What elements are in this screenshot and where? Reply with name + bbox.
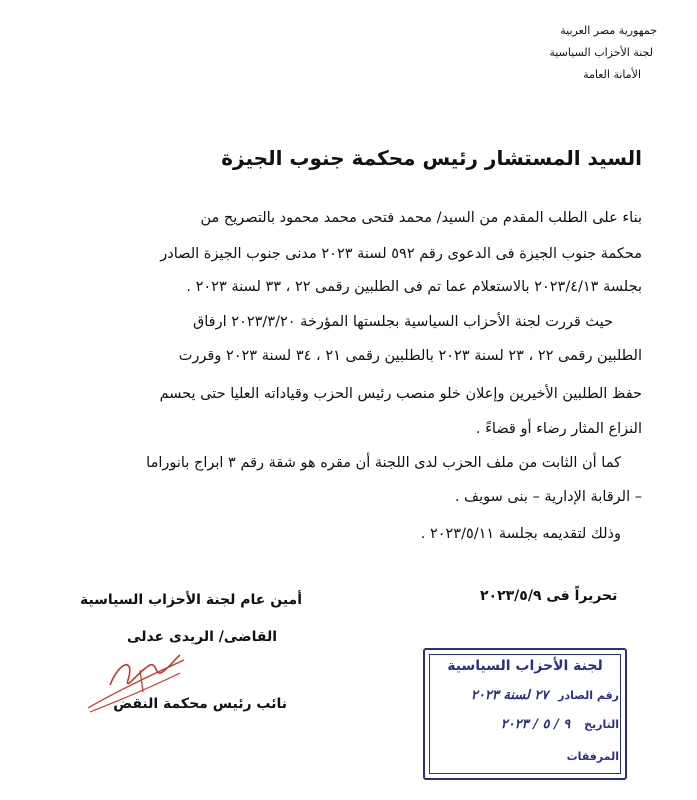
body-line: – الرقابة الإدارية – بنى سويف . [454,489,642,505]
stamp-date-label: التاريخ [584,718,619,731]
body-line: بجلسة ٢٠٢٣/٤/١٣ بالاستعلام عما تم فى الطلبين رقمى ٢٢ ، ٣٣ لسنة ٢٠٢٣ . [186,279,642,295]
body-line: حفظ الطلبين الأخيرين وإعلان خلو منصب رئيس الحزب وقياداته العليا حتى يحسم [159,386,642,402]
stamp-date-value: ٩ / ٥ / ٢٠٢٣ [500,717,571,732]
stamp-outgoing-label: رقم الصادر [558,689,619,702]
stamp-attachments-label: المرفقات [566,750,619,763]
signatory-title: أمين عام لجنة الأحزاب السياسية [79,592,302,608]
issue-date: تحريراً فى ٢٠٢٣/٥/٩ [480,588,618,604]
body-line: وذلك لتقديمه بجلسة ٢٠٢٣/٥/١١ . [420,526,621,542]
body-line: النزاع المثار رضاء أو قضاءً . [475,421,642,437]
stamp-date-row [433,717,619,732]
body-line: الطلبين رقمى ٢٢ ، ٢٣ لسنة ٢٠٢٣ بالطلبين رقمى ٢١ ، ٣٤ لسنة ٢٠٢٣ وقررت [178,348,642,364]
body-line: بناء على الطلب المقدم من السيد/ محمد فتحى محمد محمود بالتصريح من [200,210,642,226]
letterhead [397,20,657,86]
body-line: كما أن الثابت من ملف الحزب لدى اللجنة أن مقره هو شقة رقم ٣ ابراج بانوراما [146,455,621,471]
stamp-attachments-row [433,750,619,763]
stamp-title: لجنة الأحزاب السياسية [447,658,603,674]
letterhead-country: جمهورية مصر العربية [560,24,657,37]
letterhead-secretariat: الأمانة العامة [583,68,641,81]
handwritten-signature [80,640,190,720]
signatory-position: نائب رئيس محكمة النقض [113,696,287,712]
body-line: حيث قررت لجنة الأحزاب السياسية بجلستها المؤرخة ٢٠٢٣/٣/٢٠ ارفاق [193,314,613,330]
page-title: السيد المستشار رئيس محكمة جنوب الجيزة [221,146,642,170]
stamp-outgoing-row [433,688,619,703]
signatory-name: القاضى/ الريدى عدلى [127,629,277,645]
committee-stamp [423,648,627,780]
body-line: محكمة جنوب الجيزة فى الدعوى رقم ٥٩٢ لسنة ٢٠٢٣ مدنى جنوب الجيزة الصادر [160,246,642,262]
stamp-outgoing-value: ٢٧ لسنة ٢٠٢٣ [470,688,549,703]
letterhead-committee: لجنة الأحزاب السياسية [549,46,653,59]
